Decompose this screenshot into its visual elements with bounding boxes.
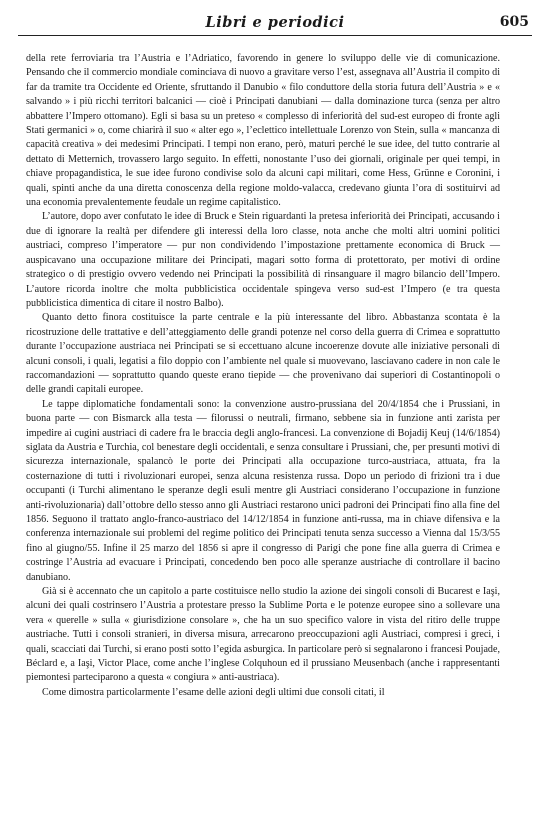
paragraph: Già si è accennato che un capitolo a parte costituisce nello studio la azione dei singoli consoli di Bucarest e Iaşi, alcuni dei quali costrinsero l’Austria a protestare presso la Sublime Porta e le potenze europee sino a sollevare una vera « querelle » sulla « giurisdizione consolare », che ha un suo specifico valore in vista del ritiro delle truppe austriache. Tutti i consoli stranieri, in diversa misura, arrecarono preoccupazioni agli Austriaci, compresi i greci, i quali, scacciati dai Turchi, si erano posti sotto l’egida asburgica. In particolare però si segnalarono i francesi Poujade, Béclard e, a Iaşi, Victor Place, come anche l’inglese Colquhoun ed il prussiano Meusenbach (anche i rappresentanti piemontesi parteciparono a questa « congiura » anti-austriaca). <box>26 586 500 684</box>
header-rule <box>18 35 532 36</box>
running-title: Libri e periodici <box>205 14 345 31</box>
body-text <box>26 52 500 700</box>
paragraph: della rete ferroviaria tra l’Austria e l’Adriatico, favorendo in genere lo sviluppo delle vie di comunicazione. Pensando che il commercio mondiale cominciava di nuovo a gravitare verso l’est, assegnava all’Austria il compito di far da tramite tra Occidente ed Oriente, sfruttando il Danubio « filo conduttore della storia futura dell’Austria » e « salvando » i più ricchi territori balcanici — cioè i Principati danubiani — dalla dominazione turca (senza per altro abbattere l’Impero ottomano). Egli si basa su un preteso « complesso di inferiorità del sud-est europeo di fronte agli Stati germanici » o, come chiarirà il suo « alter ego », l’eclettico intellettuale Lorenzo von Stein, sulla « mancanza di capacità creativa » dei medesimi Principati. I tempi non erano, però, maturi perché le sue idee, del tutto contrarie al dettato di Metternich, trovassero largo seguito. In effetti, nonostante l’uso dei giornali, originale per quei tempi, in chiave propagandistica, le sue idee furono condivise solo da alcuni capi militari, come Hess, Grünne e Coronini, i quali, spinti anche da una diretta conoscenza della regione moldo-valacca, credevano giunta l’ora di sostituirvi ad una economia prevalentemente feudale un regime capitalistico. <box>26 53 500 209</box>
paragraph: Le tappe diplomatiche fondamentali sono: la convenzione austro-prussiana del 20/4/1854 che i Prussiani, in buona parte — con Bismarck alla testa — filorussi o neutrali, firmano, sebbene sia in funzione anti zarista per impedire ai cugini austriaci di cadere fra le braccia degli anglo-francesi. La convenzione di Bojadij Keuj (14/6/1854) siglata da Austria e Turchia, col benestare degli occidentali, e senza consultare i Prussiani, che, per presunti motivi di sicurezza internazionale, spalancò le porte dei Principati alla occupazione turco-austriaca, attuata, fra la costernazione di tutti i rivoluzionari europei, senza alcuna resistenza russa. Dopo un periodo di frizioni tra i due occupanti (i Turchi alimentano le speranze degli esuli mentre gli Austriaci considerano l’occupazione in funzione anti-rivoluzionaria) dall’ottobre dello stesso anno gli Austriaci restarono unici padroni dei Principati fino alla fine del 1856. Seguono il trattato anglo-franco-austriaco del 14/12/1854 in funzione anti-russa, ma in chiave difensiva e la conferenza internazionale sui problemi del regime politico dei Principati tenuta senza successo a Vienna dal 15/3/55 fino al giugno/55. Infine il 25 marzo del 1856 si apre il congresso di Parigi che pone fine alla guerra di Crimea e costringe l’Austria ad evacuare i Principati, concedendo ben poco alle speranze austriache di controllare il bacino danubiano. <box>26 398 500 583</box>
page-header <box>18 12 532 40</box>
paragraph: L’autore, dopo aver confutato le idee di Bruck e Stein riguardanti la pretesa inferiorità dei Principati, accusando i due di ignorare la realtà per difendere gli interessi della loro classe, nota anche che molti altri uomini politici austriaci, compreso l’imperatore — pur non condividendo l’impostazione prettamente economica di Bruck — auspicavano una occupazione militare dei Principati, magari sotto forma di protettorato, per motivi di ordine strategico o di prestigio ovvero vedendo nei Principati la possibilità di rinsanguare il magro bilancio dell’Impero. L’autore ricorda inoltre che molta pubblicistica occidentale spingeva verso sud-est l’Impero (e tra questa pubblicistica dimentica di citare il nostro Balbo). <box>26 211 500 309</box>
paragraph: Quanto detto finora costituisce la parte centrale e la più interessante del libro. Abbastanza scontata è la ricostruzione delle trattative e dell’atteggiamento delle grandi potenze nel corso della guerra di Crimea e soprattutto durante l’occupazione austriaca nei Principati se si eccettuano alcune incoerenze dovute alle iniziative personali di alcuni consoli, i quali, legatisi a filo doppio con l’ambiente nel quale si muovevano, lasciavano cadere in non cale le raccomandazioni — soprattutto quando queste erano tiepide — che provenivano dai superiori di Costantinopoli o delle grandi capitali europee. <box>26 312 500 396</box>
page-number: 605 <box>499 14 529 30</box>
paragraph: Come dimostra particolarmente l’esame delle azioni degli ultimi due consoli citati, il <box>42 686 385 698</box>
